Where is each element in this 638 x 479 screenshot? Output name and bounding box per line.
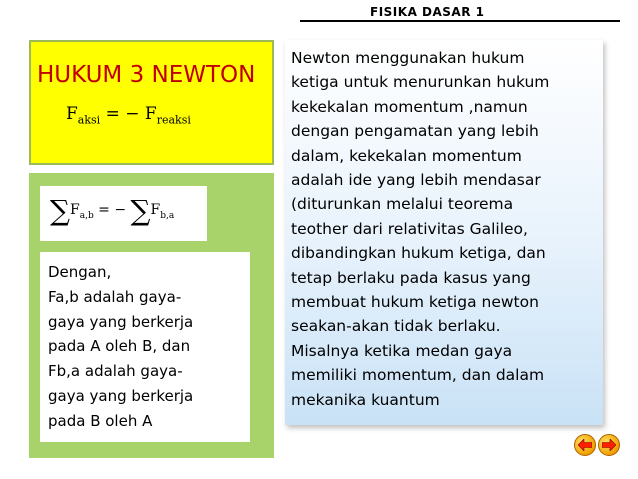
sum-lhs-sub: a,b	[79, 210, 94, 221]
arrow-left-icon	[578, 439, 592, 451]
equation-operator: = −	[105, 104, 140, 124]
equation-lhs: F	[66, 104, 78, 124]
sum-equation	[50, 194, 174, 227]
equation-rhs-sub: reaksi	[156, 113, 191, 127]
definition-box	[40, 252, 250, 442]
explanation-panel	[285, 40, 603, 425]
slide-header: FISIKA DASAR 1	[370, 5, 485, 19]
definition-text: Dengan, Fa,b adalah gaya- gaya yang berkerja pada A oleh B, dan Fb,a adalah gaya- gaya yang berkerja pada B oleh A	[48, 263, 194, 430]
sum-lhs: F	[70, 202, 80, 218]
sum-equation-box	[40, 186, 207, 241]
previous-slide-button[interactable]	[574, 434, 596, 456]
sigma-symbol-2: ∑	[130, 194, 151, 227]
law-title: HUKUM 3 NEWTON	[37, 62, 256, 88]
law-title-panel	[29, 40, 274, 165]
sum-operator: = −	[98, 202, 127, 218]
sum-rhs: F	[150, 202, 161, 218]
sum-rhs-sub: b,a	[160, 210, 175, 221]
sigma-symbol: ∑	[50, 194, 70, 227]
header-rule	[300, 20, 620, 22]
action-reaction-equation	[66, 104, 191, 126]
equation-lhs-sub: aksi	[77, 113, 101, 127]
next-slide-button[interactable]	[598, 434, 620, 456]
arrow-right-icon	[602, 439, 616, 451]
equation-rhs: F	[144, 104, 157, 124]
explanation-text: Newton menggunakan hukum ketiga untuk menurunkan hukum kekekalan momentum ,namun dengan pengamatan yang lebih dalam, kekekalan momentum adalah ide yang lebih mendasar (diturunkan melalui teorema teother dari relativitas Galileo, dibandingkan hukum ketiga, dan tetap berlaku pada kasus yang membuat hukum ketiga newton seakan-akan tidak berlaku. Misalnya ketika medan gaya memiliki momentum, dan dalam mekanika kuantum	[291, 49, 550, 409]
